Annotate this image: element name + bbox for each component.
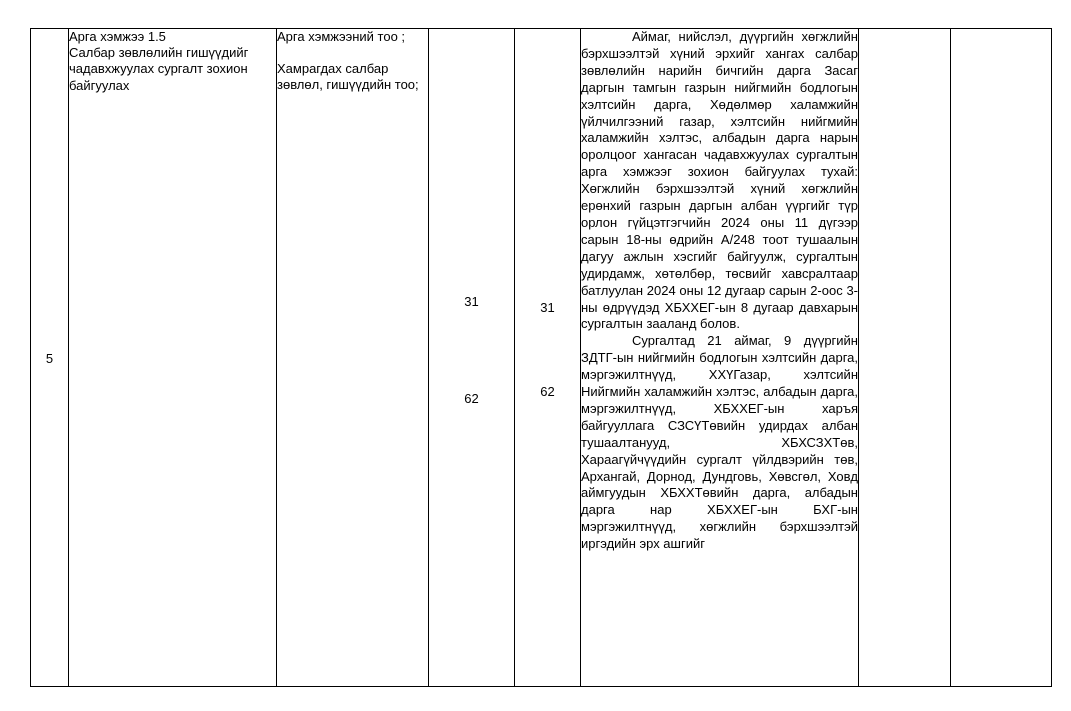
planned-cell <box>429 29 515 687</box>
indicator-cell <box>277 29 429 687</box>
report-table <box>30 28 1052 687</box>
table-row <box>31 29 1052 687</box>
measure-cell <box>69 29 277 687</box>
planned-people: 62 <box>464 391 479 406</box>
actual-cell <box>515 29 581 687</box>
row-number: 5 <box>45 351 54 366</box>
actual-people: 62 <box>540 384 555 399</box>
row-number-cell <box>31 29 69 687</box>
measure-text: Салбар зөвлөлийн гишүүдийг чадавхжуулах сургалт зохион байгуулах <box>69 45 249 93</box>
report-paragraph-2: Сургалтад 21 аймаг, 9 дүүргийн ЗДТГ-ын нийгмийн бодлогын хэлтсийн дарга, мэргэжилтнүүд, ХХҮГазар, хэлтсийн Нийгмийн халамжийн хэлтэс, албадын дарга, мэргэжилтнүүд, ХБХХЕГ-ын харъя байгууллага СЗСҮТөвийн удирдах албан тушаалтанууд, ХБХСЗХТөв, Хараагүйчүүдийн сургалт үйлдвэрийн төв, Архангай, Дорнод, Дундговь, Хөвсгөл, Ховд аймгуудын ХБХХТөвийн дарга, албадын дарга нар ХБХХЕГ-ын БХГ-ын мэргэжилтнүүд, хөгжлийн бэрхшээлтэй иргэдийн эрх ашгийг <box>581 333 858 552</box>
planned-count: 31 <box>464 294 479 309</box>
indicator-1: Арга хэмжээний тоо ; <box>277 29 406 44</box>
empty-cell-2 <box>951 29 1052 687</box>
indicator-2: Хамрагдах салбар зөвлөл, гишүүдийн тоо; <box>277 61 419 93</box>
report-cell <box>581 29 859 687</box>
actual-count: 31 <box>540 300 555 315</box>
empty-cell-1 <box>859 29 951 687</box>
measure-title: Арга хэмжээ 1.5 <box>69 29 166 44</box>
report-paragraph-1: Аймаг, нийслэл, дүүргийн хөгжлийн бэрхшээлтэй хүний эрхийг хангах салбар зөвлөлийн нарийн бичгийн дарга Засаг даргын тамгын газрын нийгмийн бодлогын хэлтсийн дарга, Хөдөлмөр халамжийн үйлчилгээний газар, хэлтсийн нийгмийн халамжийн хэлтэс, албадын дарга нарын оролцоог хангасан чадавхжуулах сургалтын арга хэмжээг зохион байгуулах тухай: Хөгжлийн бэрхшээлтэй хүний хөгжлийн ерөнхий газрын даргын албан үүргийг түр орлон гүйцэтгэгчийн 2024 оны 11 дүгээр сарын 18-ны өдрийн А/248 тоот тушаалын дагуу ажлын хэсгийг байгуулж, сургалтын удирдамж, хөтөлбөр, төсвийг хавсралтаар батлуулан 2024 оны 12 дугаар сарын 2-оос 3-ны өдрүүдэд ХБХХЕГ-ын 8 дугаар давхарын сургалтын зааланд болов. <box>581 29 858 332</box>
